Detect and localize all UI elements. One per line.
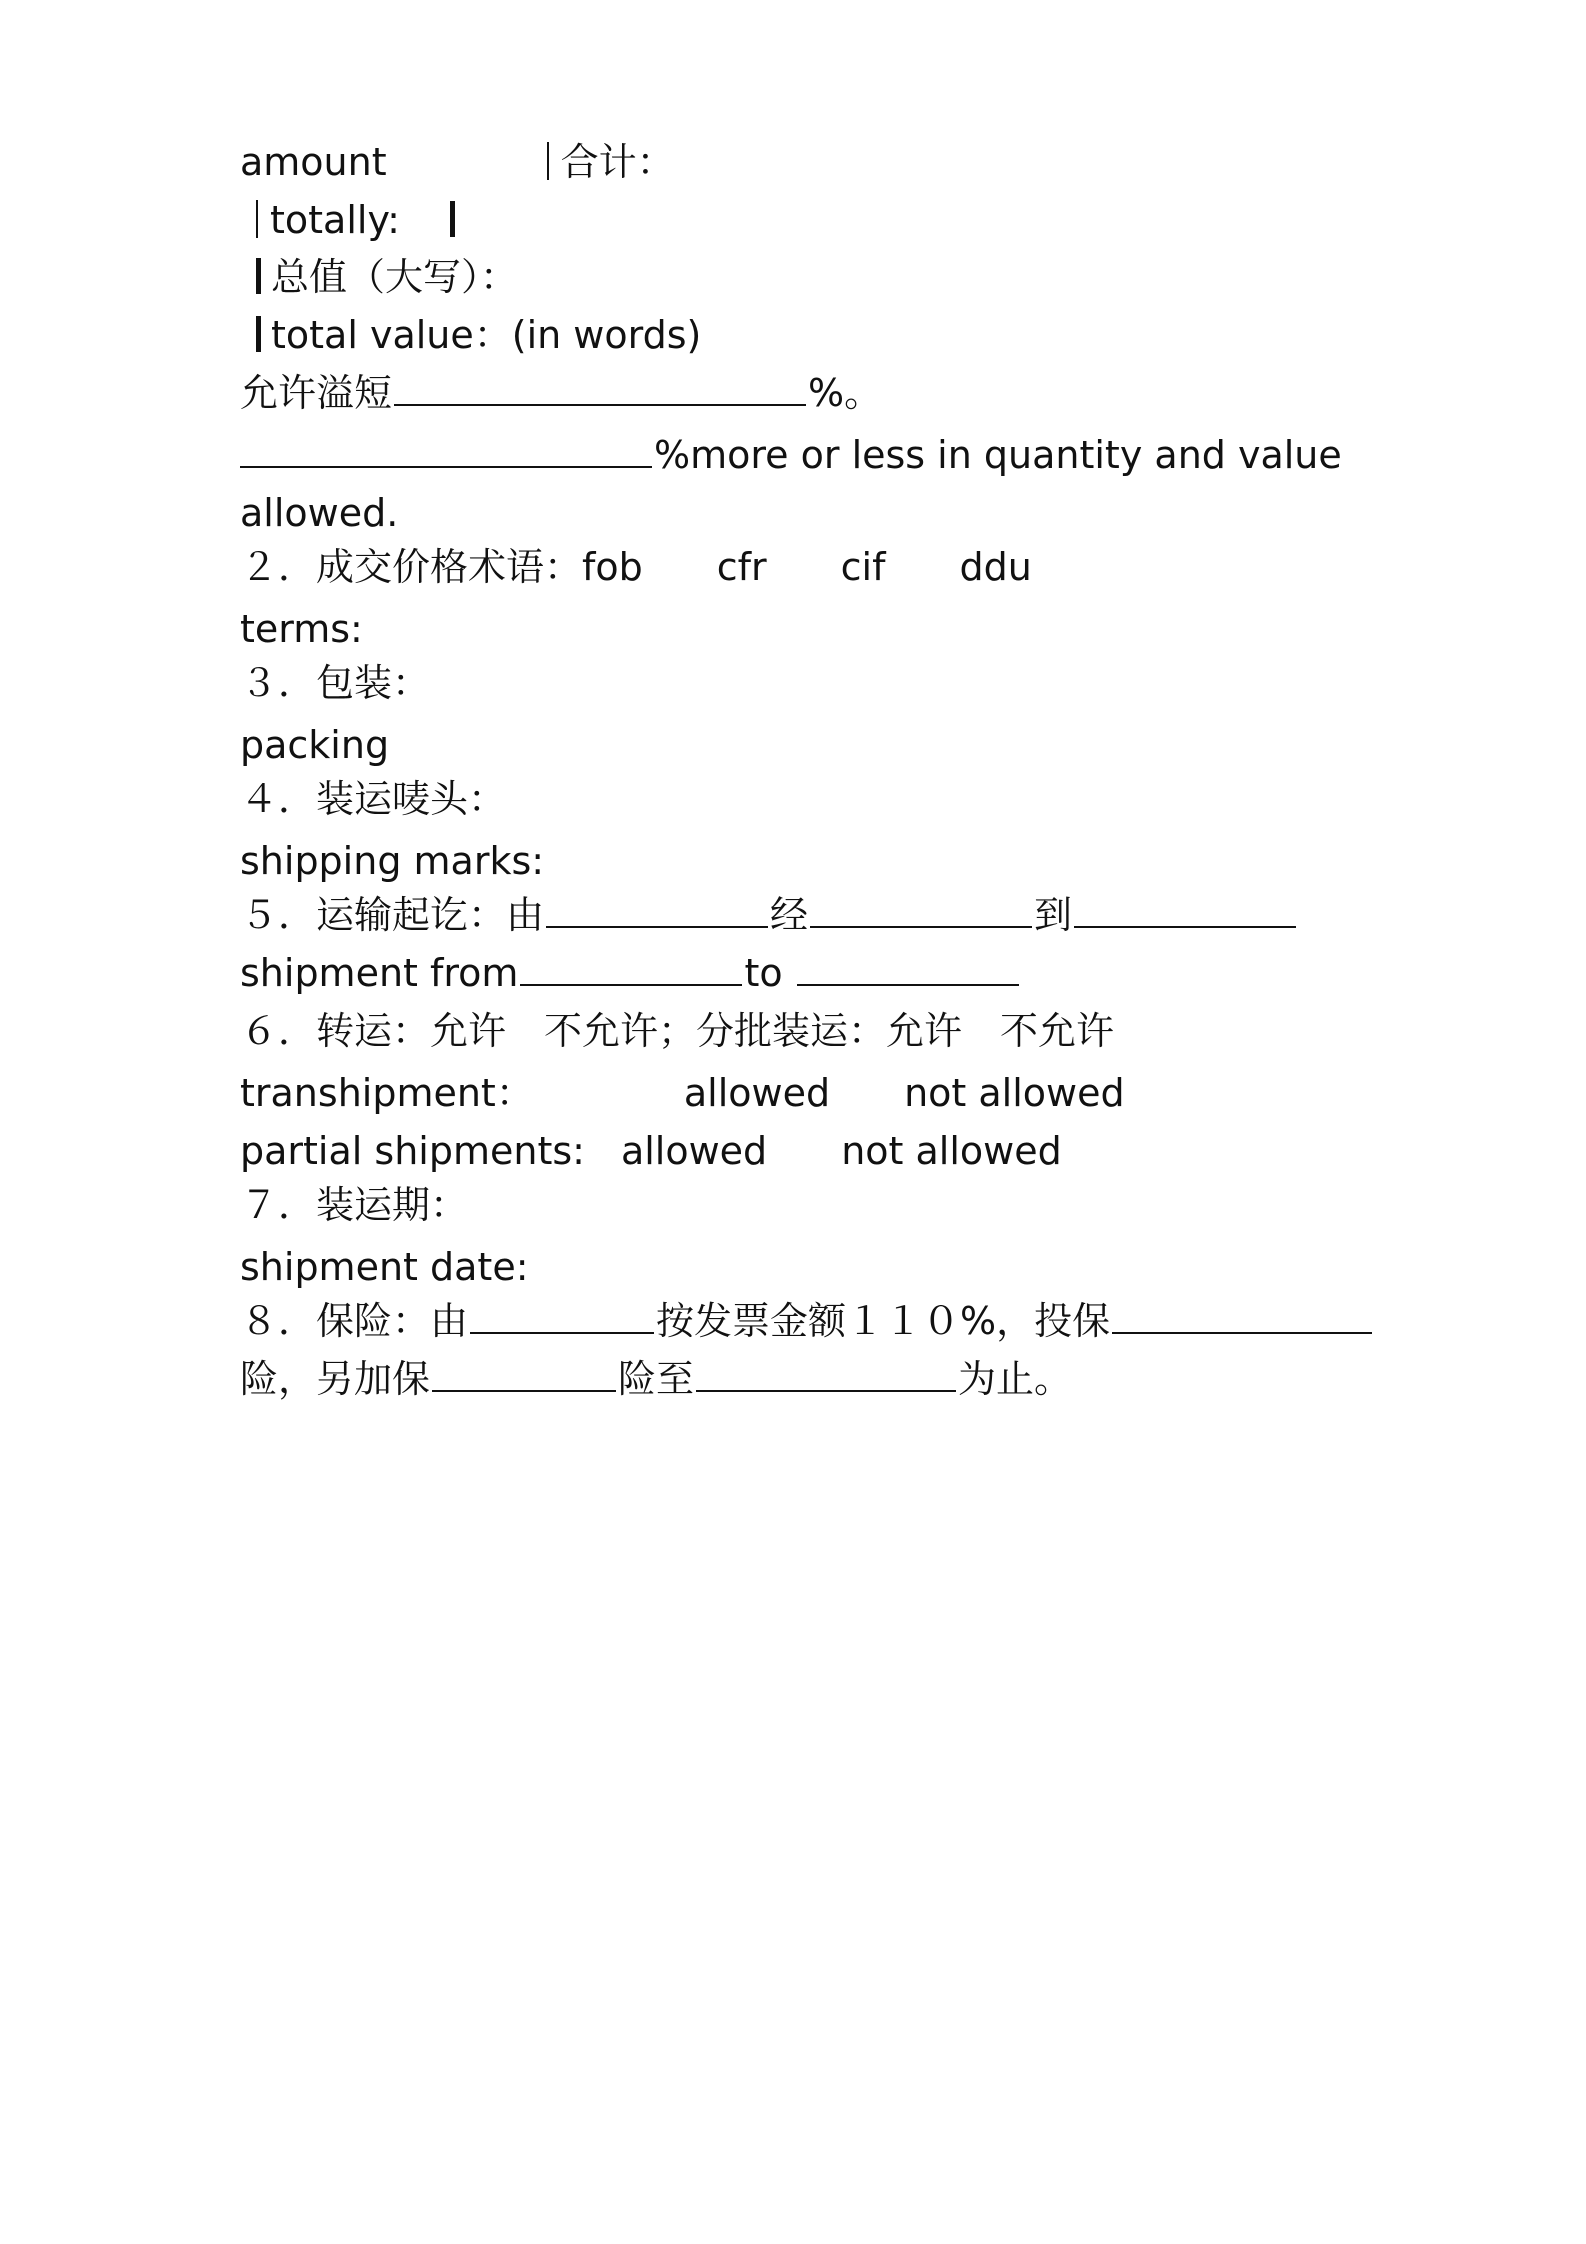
allowed-line (240, 491, 399, 535)
more-less-line (240, 433, 1342, 477)
blank-field[interactable] (1112, 1331, 1372, 1334)
item5-line (240, 893, 1298, 937)
packing-label: packing (240, 723, 390, 767)
item6-label: ６．转运：允许 不允许；分批装运：允许 不允许 (240, 1009, 1115, 1053)
trans-not-allowed-option: not allowed (904, 1071, 1125, 1115)
table-border (256, 200, 258, 238)
zongzhi-label: 总值（大写）： (271, 255, 519, 299)
partial-label: partial shipments: (240, 1129, 585, 1173)
item5-via: 经 (770, 893, 809, 937)
partial-not-allowed-option: not allowed (841, 1129, 1062, 1173)
item3-line (240, 661, 431, 705)
blank-field[interactable] (810, 925, 1032, 928)
packing-line (240, 723, 390, 767)
item8-invoice: 按发票金额１１０%，投保 (656, 1299, 1111, 1343)
blank-field[interactable] (520, 983, 742, 986)
shipment-date-line (240, 1245, 529, 1289)
item7-line (240, 1183, 469, 1227)
item8-cont-line (240, 1357, 1073, 1401)
blank-field[interactable] (394, 403, 806, 406)
amount-label: amount (240, 140, 387, 184)
item5-to: 到 (1034, 893, 1073, 937)
totally-line (240, 198, 455, 242)
transhipment-label: transhipment： (240, 1071, 534, 1115)
more-less-label: %more or less in quantity and value (654, 433, 1342, 477)
total-value-label: total value：(in words) (271, 313, 702, 357)
shipment-date-label: shipment date: (240, 1245, 529, 1289)
item8-end: 为止。 (958, 1357, 1073, 1401)
terms-line (240, 607, 363, 651)
to-label: to (744, 951, 783, 995)
ddu-option: ddu (959, 545, 1032, 589)
table-border (450, 201, 455, 237)
item8-risk-to: 险至 (618, 1357, 695, 1401)
item4-line (240, 777, 507, 821)
item2-label: ２．成交价格术语：fob (240, 545, 643, 589)
cfr-option: cfr (716, 545, 767, 589)
blank-field[interactable] (470, 1331, 654, 1334)
shipping-marks-label: shipping marks: (240, 839, 545, 883)
blank-field[interactable] (546, 925, 768, 928)
zongzhi-line (240, 255, 519, 299)
table-border (547, 142, 549, 180)
total-value-line (240, 313, 702, 357)
trans-allowed-option: allowed (683, 1071, 831, 1115)
item6-line (240, 1009, 1115, 1053)
item4-label: ４．装运唛头： (240, 777, 507, 821)
totally-label: totally: (270, 198, 400, 242)
shipping-marks-line (240, 839, 545, 883)
terms-label: terms: (240, 607, 363, 651)
blank-field[interactable] (1074, 925, 1296, 928)
item7-label: ７．装运期： (240, 1183, 469, 1227)
yunxu-tail: %。 (808, 371, 883, 415)
partial-line (240, 1129, 1062, 1173)
yunxu-label: 允许溢短 (240, 371, 393, 415)
table-border (256, 258, 261, 294)
partial-allowed-option: allowed (620, 1129, 768, 1173)
allowed-label: allowed. (240, 491, 399, 535)
item8-cont-label: 险，另加保 (240, 1357, 431, 1401)
blank-field[interactable] (240, 465, 652, 468)
shipment-from-line (240, 951, 1021, 995)
blank-field[interactable] (432, 1389, 616, 1392)
item5-label: ５．运输起讫：由 (240, 893, 545, 937)
item3-label: ３．包装： (240, 661, 431, 705)
heji-label: 合计： (560, 140, 675, 184)
yunxu-line (240, 371, 883, 415)
item8-label: ８．保险：由 (240, 1299, 469, 1343)
shipment-from-label: shipment from (240, 951, 519, 995)
item2-line (240, 545, 1032, 589)
amount-line (240, 140, 675, 184)
blank-field[interactable] (696, 1389, 956, 1392)
transhipment-line (240, 1071, 1125, 1115)
blank-field[interactable] (797, 983, 1019, 986)
item8-line (240, 1299, 1374, 1343)
cif-option: cif (840, 545, 886, 589)
table-border (256, 316, 261, 352)
